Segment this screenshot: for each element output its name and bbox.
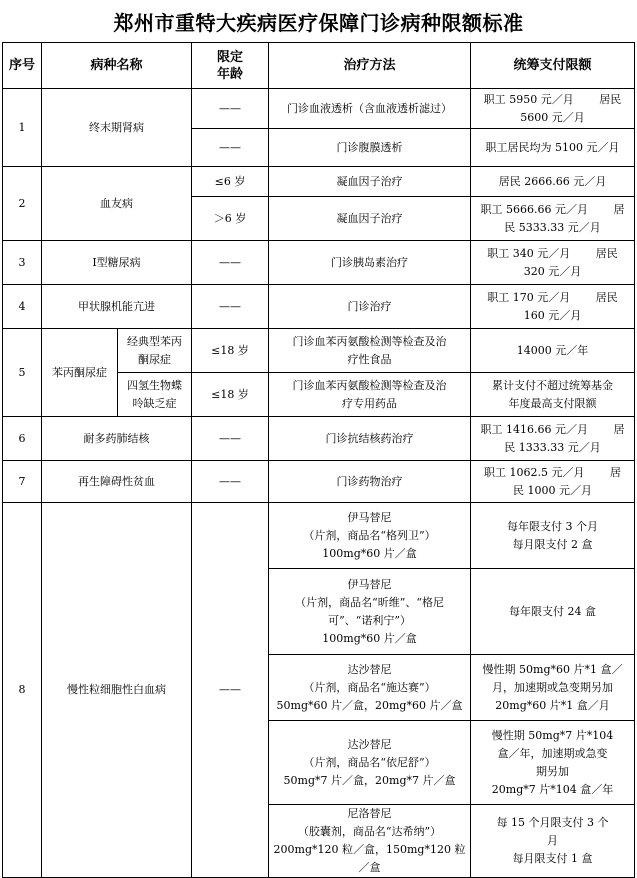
treatment: 门诊血苯丙氨酸检测等检查及治 疗性食品 [269, 329, 471, 373]
treatment: 门诊药物治疗 [269, 461, 471, 503]
age-limit: ≤18 岁 [192, 329, 269, 373]
drug-treatment: 尼洛替尼 （胶囊剂，商品名“达希纳”） 200mg*120 粒／盒，150mg*120 粒／盒 [269, 805, 471, 878]
treatment: 门诊胰岛素治疗 [269, 241, 471, 285]
treatment: 门诊抗结核药治疗 [269, 417, 471, 461]
pay-limit: 职工 1416.66 元／月 居 民 1333.33 元／月 [471, 417, 635, 461]
pay-limit: 居民 2666.66 元／月 [471, 167, 635, 197]
age-limit: ＞6 岁 [192, 197, 269, 241]
row-no: 2 [3, 167, 42, 241]
pay-limit: 职工居民均为 5100 元／月 [471, 129, 635, 167]
drug-treatment: 伊马替尼 （片剂，商品名“昕维”、“格尼 可”、“诺利宁”） 100mg*60 片／盒 [269, 569, 471, 655]
age-limit: —— [192, 129, 269, 167]
treatment: 门诊血苯丙氨酸检测等检查及治 疗专用药品 [269, 373, 471, 417]
row-no: 4 [3, 285, 42, 329]
row-no: 8 [3, 503, 42, 878]
age-limit: —— [192, 461, 269, 503]
pay-limit: 累计支付不超过统筹基金 年度最高支付限额 [471, 373, 635, 417]
disease-name: 慢性粒细胞性白血病 [42, 503, 192, 878]
pay-limit: 职工 5666.66 元／月 居 民 5333.33 元／月 [471, 197, 635, 241]
age-limit: —— [192, 89, 269, 129]
table-row [3, 417, 635, 461]
disease-subtype: 经典型苯丙 酮尿症 [118, 329, 192, 373]
row-no: 7 [3, 461, 42, 503]
treatment: 凝血因子治疗 [269, 197, 471, 241]
pay-limit: 每年限支付 24 盒 [471, 569, 635, 655]
age-limit: —— [192, 417, 269, 461]
row-no: 3 [3, 241, 42, 285]
pay-limit: 每年限支付 3 个月 每月限支付 2 盒 [471, 503, 635, 569]
treatment: 凝血因子治疗 [269, 167, 471, 197]
pay-limit: 14000 元／年 [471, 329, 635, 373]
disease-name: 耐多药肺结核 [42, 417, 192, 461]
row-no: 5 [3, 329, 42, 417]
pay-limit: 慢性期 50mg*7 片*104 盒／年，加速期或急变 期另加 20mg*7 片*104 盒／年 [471, 721, 635, 805]
pay-limit: 职工 340 元／月 居民 320 元／月 [471, 241, 635, 285]
quota-table [2, 42, 635, 878]
header-method: 治疗方法 [269, 43, 471, 89]
row-no: 1 [3, 89, 42, 167]
pay-limit: 慢性期 50mg*60 片*1 盒／ 月，加速期或急变期另加 20mg*60 片*1 盒／月 [471, 655, 635, 721]
header-age: 限定 年龄 [192, 43, 269, 89]
age-limit: —— [192, 285, 269, 329]
table-row [3, 285, 635, 329]
treatment: 门诊腹膜透析 [269, 129, 471, 167]
disease-name: Ⅰ型糖尿病 [42, 241, 192, 285]
treatment: 门诊治疗 [269, 285, 471, 329]
age-limit: ≤6 岁 [192, 167, 269, 197]
table-row [3, 89, 635, 129]
age-limit: ≤18 岁 [192, 373, 269, 417]
table-row [3, 241, 635, 285]
disease-subtype: 四氢生物蝶 呤缺乏症 [118, 373, 192, 417]
drug-treatment: 达沙替尼 （片剂，商品名“施达赛”） 50mg*60 片／盒，20mg*60 片／盒 [269, 655, 471, 721]
row-no: 6 [3, 417, 42, 461]
table-row [3, 503, 635, 569]
drug-treatment: 达沙替尼 （片剂，商品名“依尼舒”） 50mg*7 片／盒，20mg*7 片／盒 [269, 721, 471, 805]
disease-name: 再生障碍性贫血 [42, 461, 192, 503]
page-title: 郑州市重特大疾病医疗保障门诊病种限额标准 [113, 10, 524, 35]
disease-name: 苯丙酮尿症 [42, 329, 118, 417]
table-row [3, 329, 635, 373]
pay-limit: 职工 1062.5 元／月 居 民 1000 元／月 [471, 461, 635, 503]
pay-limit: 职工 170 元／月 居民 160 元／月 [471, 285, 635, 329]
table-row [3, 167, 635, 197]
header-name: 病种名称 [42, 43, 192, 89]
age-limit: —— [192, 241, 269, 285]
disease-name: 终末期肾病 [42, 89, 192, 167]
drug-treatment: 伊马替尼 （片剂，商品名“格列卫”） 100mg*60 片／盒 [269, 503, 471, 569]
header-no: 序号 [3, 43, 42, 89]
pay-limit: 每 15 个月限支付 3 个 月 每月限支付 1 盒 [471, 805, 635, 878]
disease-name: 血友病 [42, 167, 192, 241]
header-limit: 统筹支付限额 [471, 43, 635, 89]
header-row [3, 43, 635, 89]
pay-limit: 职工 5950 元／月 居民 5600 元／月 [471, 89, 635, 129]
table-row [3, 461, 635, 503]
age-limit: —— [192, 503, 269, 878]
treatment: 门诊血液透析（含血液透析滤过） [269, 89, 471, 129]
disease-name: 甲状腺机能亢进 [42, 285, 192, 329]
